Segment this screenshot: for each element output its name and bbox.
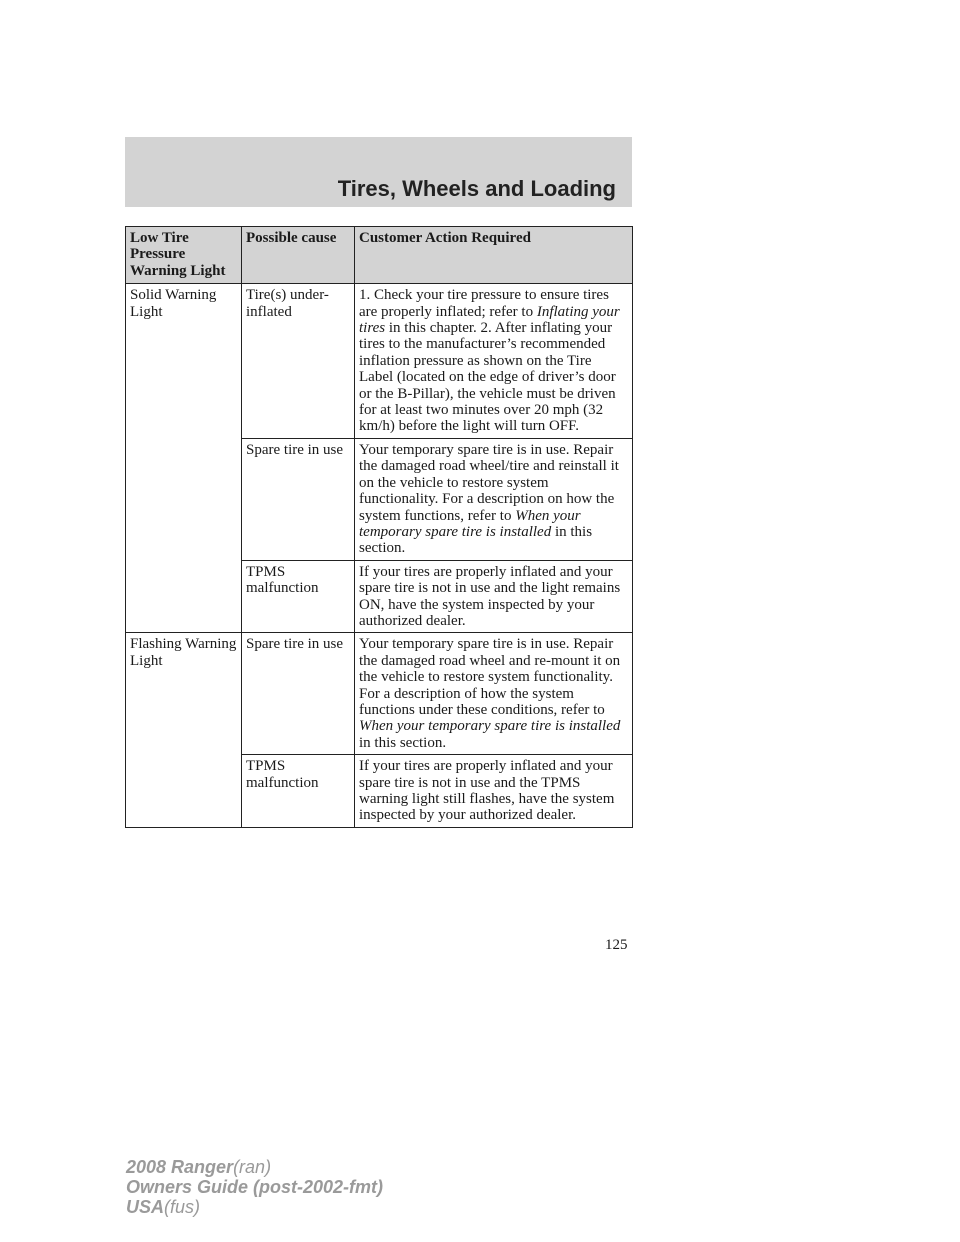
warning-light-cell-continued [126, 560, 242, 633]
footer-region-code: (fus) [164, 1197, 201, 1217]
footer-region: USA [126, 1197, 165, 1217]
action-reference: Inflating your tires [359, 303, 620, 337]
action-text-end: in this section. [359, 523, 593, 557]
header-possible-cause: Possible cause [242, 227, 355, 284]
table-row [126, 755, 633, 828]
warning-light-cell-continued [126, 438, 242, 560]
action-text: Your temporary spare tire is in use. Repair the damaged road wheel/tire and reinstall it on the vehicle to restore system functionality. For a description on how the system functions, refer to [359, 441, 619, 524]
footer-model: 2008 Ranger [126, 1157, 234, 1177]
tpms-warning-table [125, 226, 633, 828]
action-text: Your temporary spare tire is in use. Repair the damaged road wheel and re-mount it on the vehicle to restore system functionality. For a description of how the system functions under these conditions, refer to [359, 636, 621, 718]
footer-guide: Owners Guide (post-2002-fmt) [126, 1177, 384, 1197]
cause-cell: Spare tire in use [242, 633, 355, 755]
action-reference: When your temporary spare tire is installed [359, 507, 581, 540]
table-header-row [126, 227, 633, 284]
header-customer-action: Customer Action Required [355, 227, 633, 284]
action-cell [355, 755, 633, 828]
table-row [126, 633, 633, 755]
footer-line-guide [126, 1177, 383, 1197]
document-footer [126, 1157, 383, 1217]
table-row [126, 284, 633, 439]
action-text-end: in this section. [359, 734, 447, 751]
cause-cell: TPMS malfunction [242, 755, 355, 828]
action-text: If your tires are properly inflated and your spare tire is not in use and the TPMS warning light still flashes, have the system inspected by your authorized dealer. [359, 758, 615, 824]
footer-model-code: (ran) [233, 1157, 272, 1177]
action-cell [355, 560, 633, 633]
action-text-end: in this chapter. 2. After inflating your tires to the manufacturer’s recommended inflation pressure as shown on the Tire Label (located on the edge of driver’s door or the B-Pillar), the vehicle must be driven for at least two minutes over 20 mph (32 km/h) before the light will turn OFF. [359, 320, 616, 435]
page-number: 125 [605, 937, 628, 953]
cause-cell: Tire(s) under-inflated [242, 284, 355, 439]
warning-light-cell: Solid Warning Light [126, 284, 242, 439]
header-warning-light: Low Tire Pressure Warning Light [126, 227, 242, 284]
cause-cell: Spare tire in use [242, 438, 355, 560]
action-cell [355, 633, 633, 755]
action-text: 1. Check your tire pressure to ensure tires are properly inflated; refer to [359, 287, 609, 320]
action-cell [355, 284, 633, 439]
action-text: If your tires are properly inflated and your spare tire is not in use and the light remains ON, have the system inspected by your authorized dealer. [359, 563, 621, 629]
warning-light-cell: Flashing Warning Light [126, 633, 242, 755]
cause-cell: TPMS malfunction [242, 560, 355, 633]
action-cell [355, 438, 633, 560]
warning-light-cell-continued [126, 755, 242, 828]
action-reference: When your temporary spare tire is installed [359, 718, 621, 735]
table-row [126, 438, 633, 560]
footer-line-region [126, 1197, 383, 1217]
footer-line-model [126, 1157, 383, 1177]
table-row [126, 560, 633, 633]
section-title: Tires, Wheels and Loading [337, 176, 616, 201]
